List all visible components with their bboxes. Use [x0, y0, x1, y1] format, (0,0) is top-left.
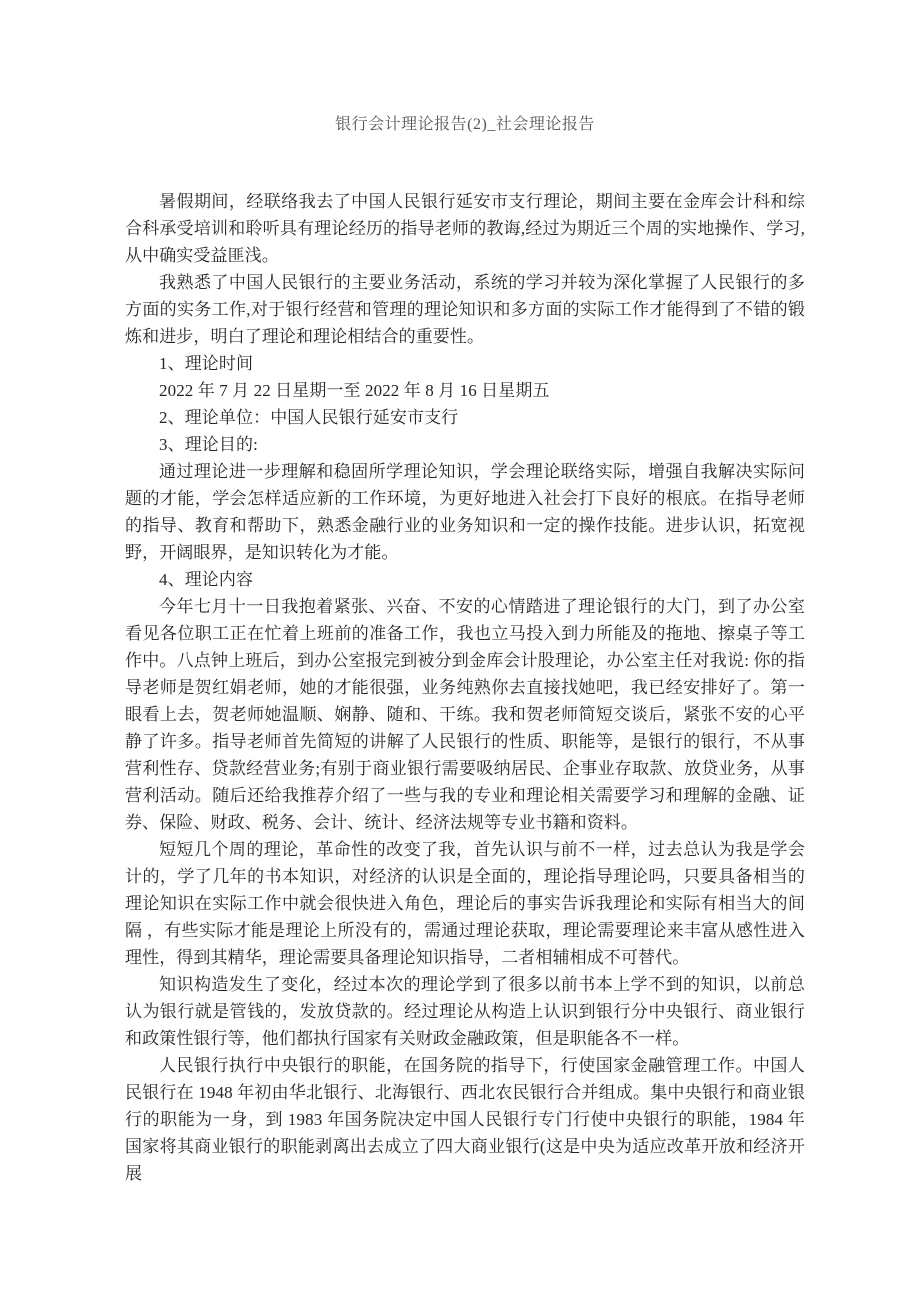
item-1-date-range: 2022 年 7 月 22 日星期一至 2022 年 8 月 16 日星期五 — [159, 381, 550, 400]
para-pboc-function: 人民银行执行中央银行的职能，在国务院的指导下，行使国家金融管理工作。中国人民银行在 1948 年初由华北银行、北海银行、西北农民银行合并组成。集中央银行和商业银行的职能为一身，到 1983 年国务院决定中国人民银行专门行使中央银行的职能，1984 年国家将其商业银行的职能剥离出去成立了四大商业银行(这是中央为适应改革开放和经济开展 — [125, 1056, 805, 1183]
para-weeks-change: 短短几个周的理论，革命性的改变了我，首先认识与前不一样，过去总认为我是学会计的，学了几年的书本知识，对经济的认识是全面的，理论指导理论吗，只要具备相当的理论知识在实际工作中就会很快进入角色，理论后的事实告诉我理论和实际有相当大的间隔 ，有些实际才能是理论上所没有的，需通过理论获取，理论需要理论来丰富从感性进入理性，得到其精华，理论需要具备理论知识指导，二者相辅相成不可替代。 — [125, 840, 805, 967]
page-title: 银行会计理论报告(2)_社会理论报告 — [335, 116, 595, 133]
item-3-theory-purpose: 3、理论目的: — [159, 435, 258, 454]
para-knowledge-structure: 知识构造发生了变化，经过本次的理论学到了很多以前书本上学不到的知识，以前总认为银行就是管钱的，发放贷款的。经过理论从构造上认识到银行分中央银行、商业银行和政策性银行等，他们都执行国家有关财政金融政策，但是职能各不一样。 — [125, 975, 805, 1048]
para-purpose-detail: 通过理论进一步理解和稳固所学理论知识，学会理论联络实际，增强自我解决实际问题的才能，学会怎样适应新的工作环境，为更好地进入社会打下良好的根底。在指导老师的指导、教育和帮助下，熟悉金融行业的业务知识和一定的操作技能。进步认识，拓宽视 野，开阔眼界，是知识转化为才能。 — [125, 462, 805, 562]
para-familiarize: 我熟悉了中国人民银行的主要业务活动，系统的学习并较为深化掌握了人民银行的多方面的实务工作,对于银行经营和管理的理论知识和多方面的实际工作才能得到了不错的锻炼和进步，明白了理论和理论相结合的重要性。 — [125, 273, 805, 346]
item-2-theory-unit: 2、理论单位：中国人民银行延安市支行 — [159, 408, 459, 427]
item-4-theory-content: 4、理论内容 — [159, 570, 254, 589]
para-first-day: 今年七月十一日我抱着紧张、兴奋、不安的心情踏进了理论银行的大门，到了办公室看见各位职工正在忙着上班前的准备工作，我也立马投入到力所能及的拖地、擦桌子等工作中。八点钟上班后，到办公室报完到被分到金库会计股理论，办公室主任对我说: 你的指导老师是贺红娟老师，她的才能很强，业务纯熟你去直接找她吧，我已经安排好了。第一眼看上去，贺老师她温顺、娴静、随和、干练。我和贺老师简短交谈后，紧张不安的心平静了许多。指导老师首先简短的讲解了人民银行的性质、职能等，是银行的银行，不从事营利性存、贷款经营业务;有别于商业银行需要吸纳居民、企事业存取款、放贷业务，从事营利活动。随后还给我推荐介绍了一些与我的专业和理论相关需要学习和理解的金融、证券、保险、财政、税务、会计、统计、经济法规等专业书籍和资料。 — [125, 597, 805, 832]
item-1-theory-time: 1、理论时间 — [159, 354, 254, 373]
para-summer-intro: 暑假期间，经联络我去了中国人民银行延安市支行理论，期间主要在金库会计科和综合科承受培训和聆听具有理论经历的指导老师的教诲,经过为期近三个周的实地操作、学习,从中确实受益匪浅。 — [125, 192, 805, 265]
